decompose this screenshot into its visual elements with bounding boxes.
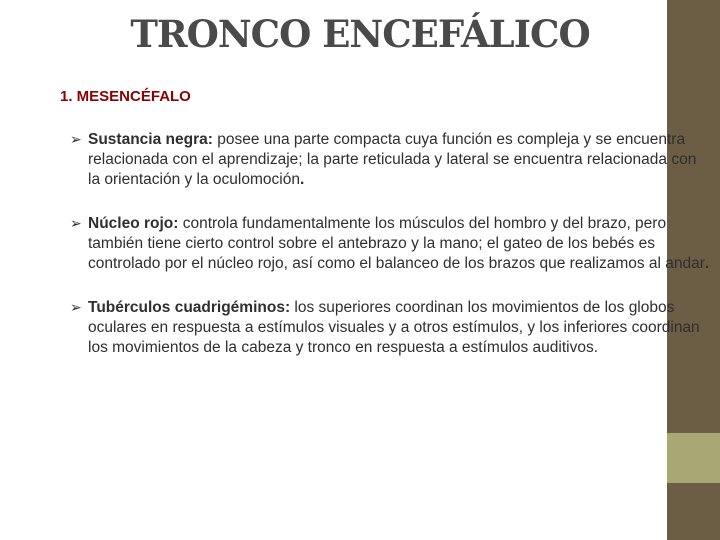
arrowhead-bullet-icon: ➢: [70, 216, 82, 232]
section-heading: 1. MESENCÉFALO: [60, 88, 191, 105]
bullet-text: los superiores coordinan los movimientos de los globos oculares en respuesta a estímulos visuales y a otros estímulos, y los inferiores coordinan los movimientos de la cabeza y tronco en respuesta a estímulos auditivos.: [88, 299, 700, 356]
bullet-term: Núcleo rojo:: [88, 215, 179, 232]
bullet-term: Tubérculos cuadrigéminos:: [88, 299, 291, 316]
bullet-item-nucleo-rojo: [70, 214, 710, 274]
arrowhead-bullet-icon: ➢: [70, 300, 82, 316]
bullet-text: controla fundamentalmente los músculos del hombro y del brazo, pero también tiene cierto control sobre el antebrazo y la mano; el gateo de los bebés es controlado por el núcleo rojo, así como el balanceo de los brazos que realizamos al andar: [88, 215, 705, 272]
bullet-term: Sustancia negra:: [88, 131, 213, 148]
bullet-end-mark: .: [704, 255, 710, 272]
bullet-end-mark: .: [299, 171, 305, 188]
sidebar-accent-block: [667, 433, 720, 483]
bullet-text: posee una parte compacta cuya función es compleja y se encuentra relacionada con el aprendizaje; la parte reticulada y lateral se encuentra relacionada con la orientación y la oculomoción: [88, 131, 697, 188]
slide-title: TRONCO ENCEFÁLICO: [130, 12, 590, 56]
arrowhead-bullet-icon: ➢: [70, 132, 82, 148]
bullet-item-tuberculos-cuadrigeminos: [70, 298, 710, 358]
bullet-list: [70, 130, 710, 382]
bullet-item-sustancia-negra: [70, 130, 710, 190]
